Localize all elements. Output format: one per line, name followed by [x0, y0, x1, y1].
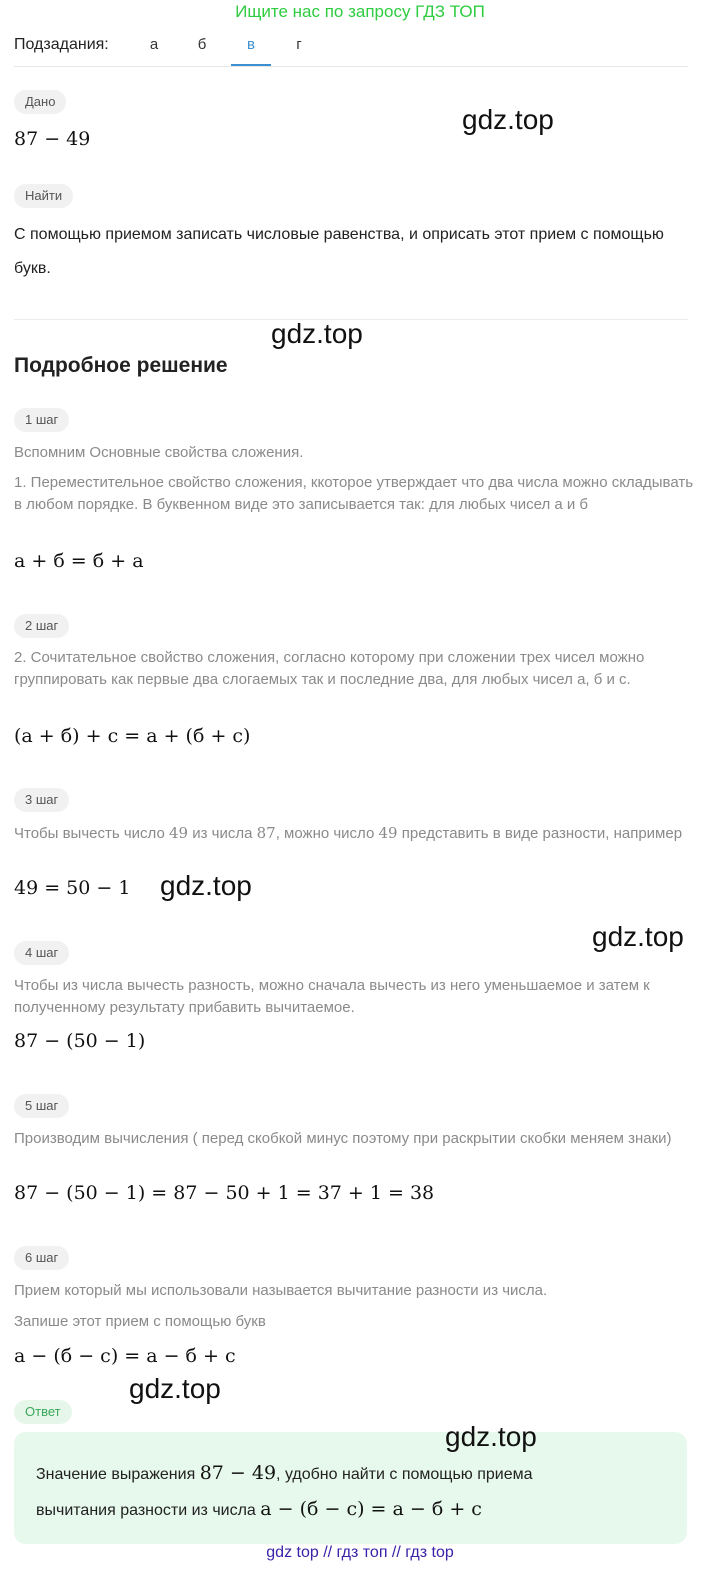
- step-3-formula: 49 = 50 − 1: [14, 877, 131, 899]
- step-1-text-2: 1. Переместительное свойство сложения, ккоторое утверждает что два числа можно складывать в любом порядке. В буквенном виде это записывается так: для любых чисел а и б: [14, 474, 694, 513]
- step-2-text: 2. Сочитательное свойство сложения, согласно которому при сложении трех чисел можно группировать как первые два слогаемых так и последние два, для любых чисел а, б и с.: [14, 649, 645, 688]
- answer-box: [14, 1432, 687, 1544]
- subtask-tab-a[interactable]: а: [149, 36, 159, 53]
- step-6-text-2: Запише этот прием с помощью букв: [14, 1313, 266, 1330]
- watermark: gdz.top: [462, 104, 554, 135]
- answer-chip: Ответ: [14, 1400, 72, 1424]
- step-1-formula: a + б = б + a: [14, 550, 144, 572]
- answer-line-1: [36, 1462, 533, 1484]
- step-3-text-c: , можно число: [275, 825, 379, 842]
- step-6-formula: a − (б − c) = a − б + c: [14, 1345, 236, 1367]
- step-5-chip: 5 шаг: [14, 1094, 69, 1118]
- subtask-tab-g[interactable]: г: [296, 36, 302, 53]
- step-3-text-d: представить в виде разности, например: [397, 825, 683, 842]
- step-4-formula: 87 − (50 − 1): [14, 1030, 146, 1052]
- answer-text-1b: , удобно найти с помощью приема: [276, 1466, 533, 1483]
- step-6-text: Прием который мы использовали называется вычитание разности из числа.: [14, 1282, 548, 1299]
- answer-math-2: a − (б − c) = a − б + c: [260, 1498, 482, 1520]
- subtask-tab-b[interactable]: б: [197, 36, 207, 53]
- top-banner: Ищите нас по запросу ГДЗ ТОП: [235, 2, 485, 21]
- step-3-num-1: 49: [168, 824, 189, 842]
- step-4-text: Чтобы из числа вычесть разность, можно сначала вычесть из него уменьшаемое и затем к полученному результату прибавить вычитаемое.: [14, 977, 650, 1016]
- watermark: gdz.top: [592, 921, 684, 952]
- step-5-formula: 87 − (50 − 1) = 87 − 50 + 1 = 37 + 1 = 38: [14, 1182, 435, 1204]
- given-chip: Дано: [14, 90, 66, 114]
- answer-math-1: 87 − 49: [199, 1462, 277, 1484]
- step-2-formula: (a + б) + c = a + (б + c): [14, 725, 251, 747]
- given-expression: 87 − 49: [14, 128, 91, 150]
- answer-text-1a: Значение выражения: [36, 1466, 200, 1483]
- subtask-tab-v[interactable]: в: [231, 36, 271, 66]
- watermark: gdz.top: [129, 1373, 221, 1404]
- step-1-chip: 1 шаг: [14, 408, 69, 432]
- step-3-chip: 3 шаг: [14, 788, 69, 812]
- step-3-num-2: 87: [256, 824, 276, 842]
- step-3-num-3: 49: [378, 824, 398, 842]
- step-5-text: Производим вычисления ( перед скобкой минус поэтому при раскрытии скобки меняем знаки): [14, 1130, 672, 1147]
- step-1-text: Вспомним Основные свойства сложения.: [14, 444, 304, 461]
- find-chip: Найти: [14, 184, 73, 208]
- footer-links[interactable]: gdz top // гдз топ // гдз top: [266, 1544, 454, 1561]
- step-3-text-b: из числа: [188, 825, 257, 842]
- watermark: gdz.top: [445, 1421, 537, 1452]
- answer-text-2a: вычитания разности из числа: [36, 1502, 261, 1519]
- step-6-chip: 6 шаг: [14, 1246, 69, 1270]
- step-2-chip: 2 шаг: [14, 614, 69, 638]
- step-3-text: [14, 822, 694, 845]
- subtasks-bar: [14, 36, 688, 67]
- watermark: gdz.top: [160, 870, 252, 901]
- watermark: gdz.top: [271, 318, 363, 349]
- step-3-text-a: Чтобы вычесть число: [14, 825, 169, 842]
- solution-title: Подробное решение: [14, 354, 228, 377]
- step-4-chip: 4 шаг: [14, 941, 69, 965]
- answer-line-2: [36, 1498, 482, 1520]
- subtasks-label: Подзадания:: [14, 36, 109, 53]
- find-text: С помощью приемом записать числовые равенства, и оприсать этот прием с помощью букв.: [14, 226, 664, 277]
